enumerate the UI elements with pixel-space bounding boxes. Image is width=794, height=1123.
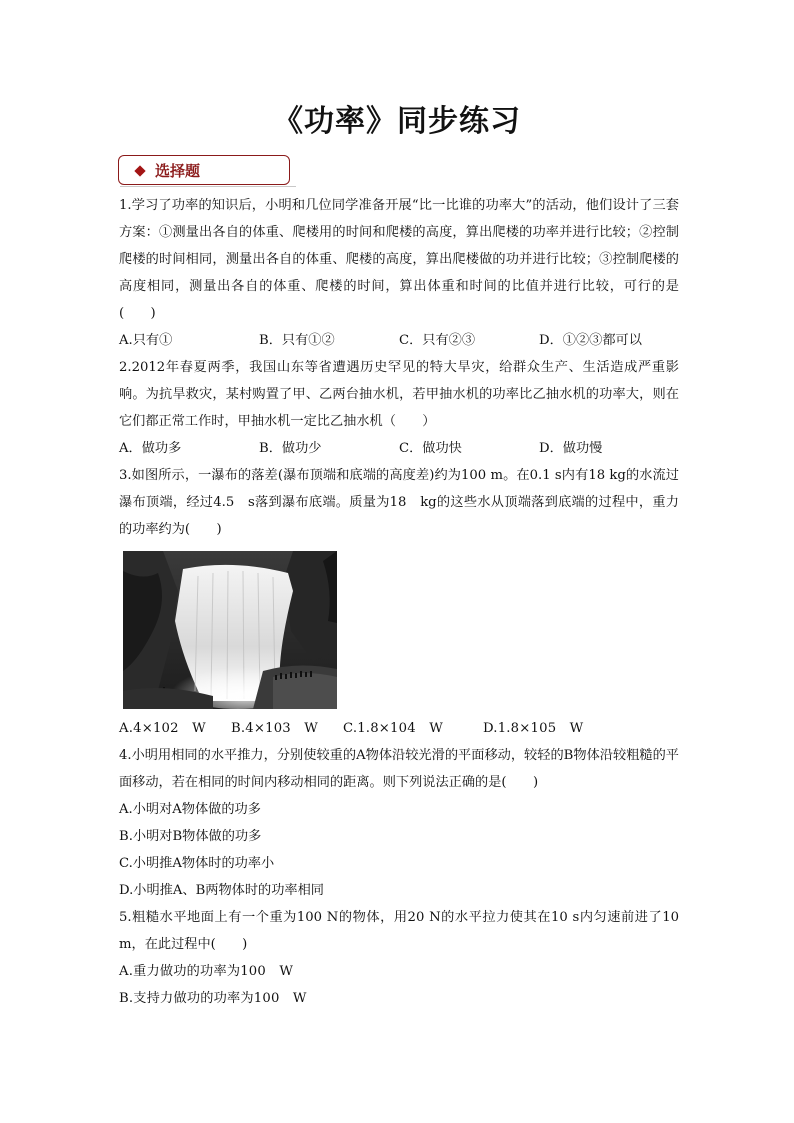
question-4-option-c: C.小明推A物体时的功率小 bbox=[119, 856, 275, 871]
question-2-stem: 2.2012年春夏两季，我国山东等省遭遇历史罕见的特大旱灾，给群众生产、生活造成严重影响。为抗旱救灾，某村购置了甲、乙两台抽水机，若甲抽水机的功率比乙抽水机的功率大，则在它们都正常工作时，甲抽水机一定比乙抽水机（ ） bbox=[119, 360, 679, 429]
question-3-option-b: B.4×103 W bbox=[231, 721, 319, 736]
section-header bbox=[118, 155, 290, 185]
question-2-option-d: D．做功慢 bbox=[539, 441, 603, 456]
question-5-option-a: A.重力做功的功率为100 W bbox=[119, 964, 294, 979]
question-1-options bbox=[119, 327, 679, 354]
question-list bbox=[119, 192, 679, 1012]
question-1-option-a: A.只有① bbox=[119, 333, 173, 348]
question-1-option-d: D．①②③都可以 bbox=[539, 333, 642, 348]
section-label: 选择题 bbox=[155, 162, 201, 180]
question-3-options bbox=[119, 715, 679, 742]
question-1-option-c: C．只有②③ bbox=[399, 333, 476, 348]
question-4-stem: 4.小明用相同的水平推力，分别使较重的A物体沿较光滑的平面移动，较轻的B物体沿较粗糙的平面移动，若在相同的时间内移动相同的距离。则下列说法正确的是( ) bbox=[119, 748, 679, 790]
question-3-option-d: D.1.8×105 W bbox=[483, 721, 584, 736]
question-4-option-b: B.小明对B物体做的功多 bbox=[119, 829, 262, 844]
question-2-option-a: A．做功多 bbox=[119, 441, 182, 456]
question-1-stem: 1.学习了功率的知识后，小明和几位同学准备开展“比一比谁的功率大”的活动，他们设计了三套方案：①测量出各自的体重、爬楼用的时间和爬楼的高度，算出爬楼的功率并进行比较；②控制爬楼的时间相同，测量出各自的体重、爬楼的高度，算出爬楼做的功并进行比较；③控制爬楼的高度相同，测量出各自的体重、爬楼的时间，算出体重和时间的比值并进行比较，可行的是( ) bbox=[119, 198, 679, 321]
waterfall-photo bbox=[123, 551, 337, 709]
diamond-bullet-icon bbox=[134, 165, 145, 176]
section-divider bbox=[120, 186, 296, 187]
question-5-stem: 5.粗糙水平地面上有一个重为100 N的物体，用20 N的水平拉力使其在10 s内匀速前进了10 m，在此过程中( ) bbox=[119, 910, 679, 952]
page-title: 《功率》同步练习 bbox=[273, 104, 521, 139]
question-4-option-a: A.小明对A物体做的功多 bbox=[119, 802, 261, 817]
question-3-stem: 3.如图所示，一瀑布的落差(瀑布顶端和底端的高度差)约为100 m。在0.1 s内有18 kg的水流过瀑布顶端，经过4.5 s落到瀑布底端。质量为18 kg的这些水从顶端落到底端的过程中，重力的功率约为( ) bbox=[119, 468, 679, 537]
question-2-option-c: C．做功快 bbox=[399, 441, 462, 456]
question-2-option-b: B．做功少 bbox=[259, 441, 322, 456]
question-3-option-a: A.4×102 W bbox=[119, 721, 206, 736]
question-5-option-b: B.支持力做功的功率为100 W bbox=[119, 991, 307, 1006]
question-3-option-c: C.1.8×104 W bbox=[343, 721, 443, 736]
question-1-option-b: B．只有①② bbox=[259, 333, 335, 348]
question-4-option-d: D.小明推A、B两物体时的功率相同 bbox=[119, 883, 324, 898]
question-2-options bbox=[119, 435, 679, 462]
